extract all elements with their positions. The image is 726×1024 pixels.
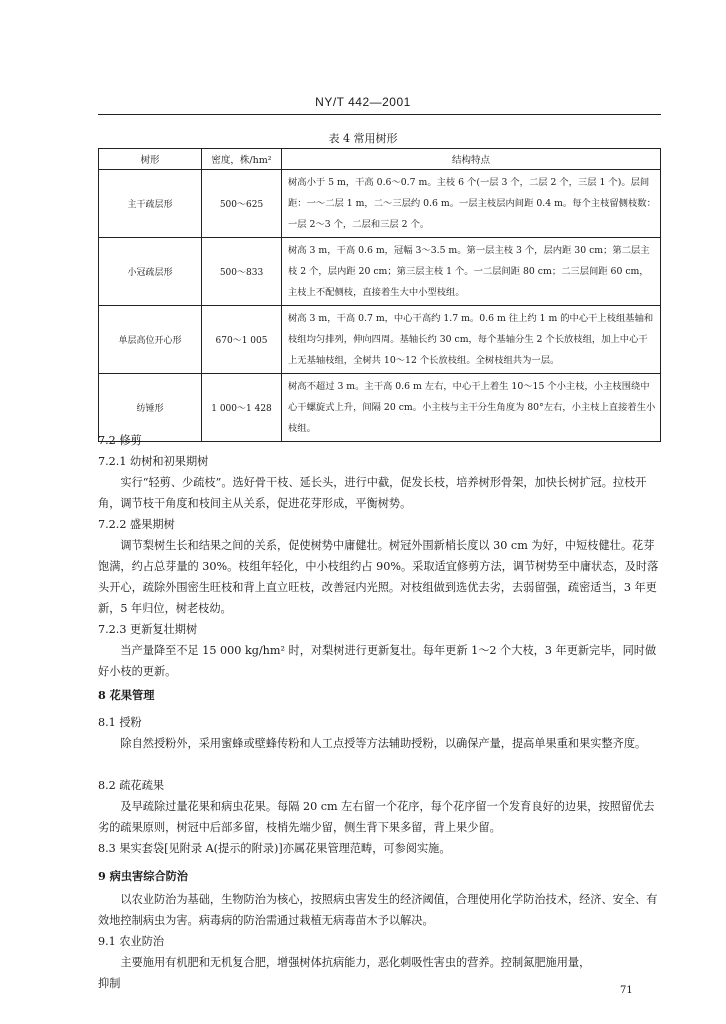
section-8-1-title: 8.1 授粉 — [98, 716, 142, 729]
table-row — [99, 306, 661, 374]
section-7-2-3-text: 当产量降至不足 15 000 kg/hm² 时，对梨树进行更新复壮。每年更新 1～2 个大枝，3 年更新完毕，同时做好小枝的更新。 — [98, 644, 657, 678]
header-rule — [98, 114, 661, 115]
tree-form-cell: 小冠疏层形 — [99, 238, 202, 306]
density-cell: 670～1 005 — [202, 306, 282, 374]
section-8-3-text: 8.3 果实套袋[见附录 A(提示的附录)]亦属花果管理范畴，可参阅实施。 — [98, 842, 451, 855]
tree-form-cell: 单层高位开心形 — [99, 306, 202, 374]
document-header: NY/T 442—2001 — [315, 95, 411, 109]
section-7-2-title: 7.2 修剪 — [98, 434, 142, 447]
density-cell: 500～833 — [202, 238, 282, 306]
table-row — [99, 238, 661, 306]
column-header: 结构特点 — [282, 149, 661, 170]
section-9-1-text: 主要施用有机肥和无机复合肥，增强树体抗病能力，恶化刺吸性害虫的营养。控制氮肥施用量，抑制 — [98, 956, 591, 990]
table-caption: 表 4 常用树形 — [328, 132, 398, 145]
section-7-2-2-title: 7.2.2 盛果期树 — [98, 518, 175, 531]
density-cell: 1 000～1 428 — [202, 374, 282, 442]
column-header: 密度，株/hm² — [202, 149, 282, 170]
feature-cell: 树高 3 m，干高 0.6 m，冠幅 3～3.5 m。第一层主枝 3 个，层内距 30 cm；第二层主枝 2 个，层内距 20 cm；第三层主枝 1 个。一二层间距 80 cm；二三层间距 60 cm，主枝上不配侧枝，直接着生大中小型枝组。 — [282, 238, 661, 306]
section-9-text: 以农业防治为基础，生物防治为核心，按照病虫害发生的经济阈值，合理使用化学防治技术，经济、安全、有效地控制病虫为害。病毒病的防治需通过栽植无病毒苗木予以解决。 — [98, 893, 658, 927]
table-header-row — [99, 149, 661, 170]
section-9-1-title: 9.1 农业防治 — [98, 935, 165, 948]
feature-cell: 树高小于 5 m，干高 0.6～0.7 m。主枝 6 个(一层 3 个，二层 2 个，三层 1 个)。层间距：一～二层 1 m，二～三层约 0.6 m。一层主枝层内间距 0.4 m。每个主枝留侧枝数：一层 2～3 个，二层和三层 2 个。 — [282, 170, 661, 238]
section-8-2-title: 8.2 疏花疏果 — [98, 779, 165, 792]
section-7-2-2-text: 调节梨树生长和结果之间的关系，促使树势中庸健壮。树冠外围新梢长度以 30 cm 为好，中短枝健壮。花芽饱满，约占总芽量的 30%。枝组年轻化，中小枝组约占 90%。采取适宜修剪方法，调节树势至中庸状态，及时落头开心，疏除外围密生旺枝和背上直立旺枝，改善冠内光照。对枝组做到选优去劣，去弱留强，疏密适当，3 年更新，5 年归位，树老枝幼。 — [98, 539, 659, 615]
section-7-2-1-text: 实行“轻剪、少疏枝”。选好骨干枝、延长头，进行中截，促发长枝，培养树形骨架，加快长树扩冠。拉枝开角，调节枝干角度和枝间主从关系，促进花芽形成，平衡树势。 — [98, 476, 647, 510]
section-7-2-3-title: 7.2.3 更新复壮期树 — [98, 623, 198, 636]
page-number: 71 — [620, 985, 633, 996]
tree-form-cell: 主干疏层形 — [99, 170, 202, 238]
tree-form-cell: 纺锤形 — [99, 374, 202, 442]
section-8-2-text: 及早疏除过量花果和病虫花果。每隔 20 cm 左右留一个花序，每个花序留一个发育良好的边果，按照留优去劣的疏果原则，树冠中后部多留，枝梢先端少留，侧生背下果多留，背上果少留。 — [98, 800, 655, 834]
density-cell: 500～625 — [202, 170, 282, 238]
feature-cell: 树高不超过 3 m。主干高 0.6 m 左右，中心干上着生 10～15 个小主枝，小主枝围绕中心干螺旋式上升，间隔 20 cm。小主枝与主干分生角度为 80°左右，小主枝上直接着生小枝组。 — [282, 374, 661, 442]
column-header: 树形 — [99, 149, 202, 170]
section-8-title: 8 花果管理 — [98, 688, 155, 702]
tree-form-table — [98, 148, 661, 442]
table-row — [99, 170, 661, 238]
section-8-1-text: 除自然授粉外，采用蜜蜂或壁蜂传粉和人工点授等方法辅助授粉，以确保产量，提高单果重和果实整齐度。 — [120, 737, 647, 750]
feature-cell: 树高 3 m，干高 0.7 m，中心干高约 1.7 m。0.6 m 往上约 1 m 的中心干上枝组基轴和枝组均匀排列，伸向四周。基轴长约 30 cm，每个基轴分生 2 个长放枝组，加上中心干上无基轴枝组，全树共 10～12 个长放枝组。全树枝组共为一层。 — [282, 306, 661, 374]
section-7-2-1-title: 7.2.1 幼树和初果期树 — [98, 455, 209, 468]
section-9-title: 9 病虫害综合防治 — [98, 869, 188, 883]
